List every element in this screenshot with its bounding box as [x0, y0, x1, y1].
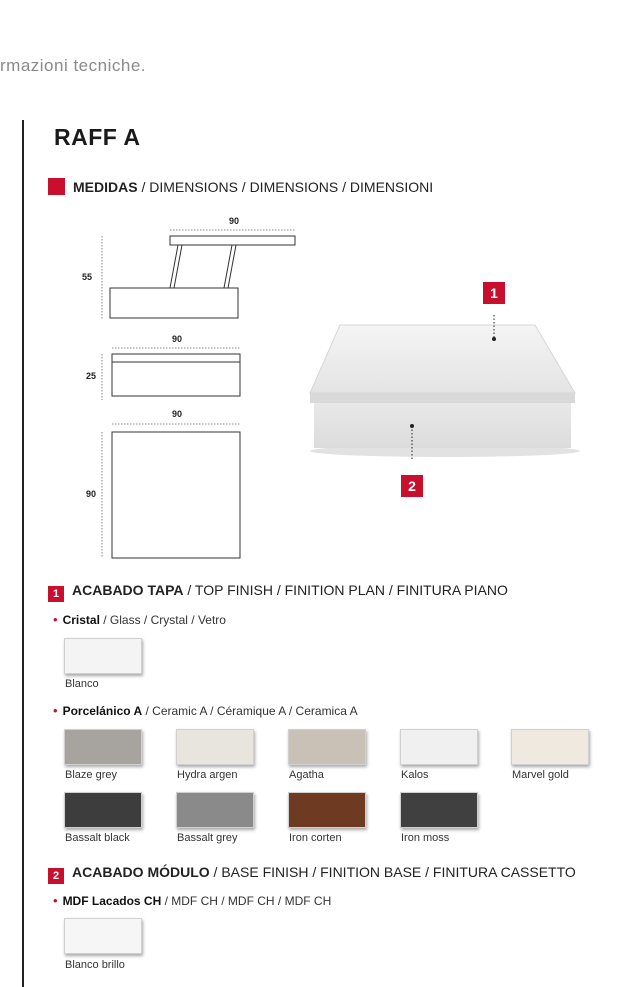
swatch-label: Bassalt grey: [177, 832, 238, 844]
top-finish-heading-bold: ACABADO TAPA: [72, 582, 184, 598]
swatch-label: Iron moss: [401, 832, 450, 844]
vertical-divider: [22, 120, 24, 987]
top-finish-number: 1: [48, 586, 64, 602]
dimensions-heading-rest: / DIMENSIONS / DIMENSIONS / DIMENSIONI: [137, 179, 434, 195]
glass-subheading-bold: Cristal: [62, 613, 100, 627]
top-finish-heading-rest: / TOP FINISH / FINITION PLAN / FINITURA PIANO: [183, 582, 508, 598]
dimensions-heading: [48, 178, 433, 195]
top-view-drawing: [102, 424, 240, 558]
top-finish-heading: [48, 582, 508, 602]
header-text: rmazioni tecniche.: [0, 56, 147, 75]
red-square-icon: [48, 178, 65, 195]
swatch-iron-moss[interactable]: [400, 792, 478, 828]
swatch-hydra-argen[interactable]: [176, 729, 254, 765]
swatch-label: Iron corten: [289, 832, 342, 844]
side-view-drawing: [102, 230, 295, 320]
swatch-label: Kalos: [401, 769, 429, 781]
base-finish-heading: [48, 864, 576, 884]
ceramic-subheading: [53, 703, 358, 718]
base-finish-number: 2: [48, 868, 64, 884]
badge-base: 2: [401, 475, 423, 497]
bullet-icon: •: [53, 893, 58, 908]
mdf-subheading-bold: MDF Lacados CH: [62, 894, 162, 908]
swatch-blanco-brillo[interactable]: [64, 918, 142, 954]
badge-top: 1: [483, 282, 505, 304]
closed-view-drawing: [102, 348, 240, 400]
swatch-label: Agatha: [289, 769, 324, 781]
base-finish-heading-bold: ACABADO MÓDULO: [72, 864, 210, 880]
glass-subheading-rest: / Glass / Crystal / Vetro: [99, 613, 226, 627]
dimensions-heading-bold: MEDIDAS: [73, 179, 138, 195]
bullet-icon: •: [53, 703, 58, 718]
base-finish-heading-rest: / BASE FINISH / FINITION BASE / FINITURA CASSETTO: [209, 864, 576, 880]
swatch-label: Blanco brillo: [65, 959, 125, 971]
bullet-icon: •: [53, 612, 58, 627]
swatch-label: Hydra argen: [177, 769, 238, 781]
swatch-bassalt-grey[interactable]: [176, 792, 254, 828]
dim-top-depth: 90: [86, 489, 97, 499]
swatch-blaze-grey[interactable]: [64, 729, 142, 765]
swatch-bassalt-black[interactable]: [64, 792, 142, 828]
dim-side-width: 90: [229, 216, 240, 226]
swatch-label: Blanco: [65, 678, 99, 690]
swatch-label: Bassalt black: [65, 832, 130, 844]
mdf-subheading-rest: / MDF CH / MDF CH / MDF CH: [161, 894, 332, 908]
swatch-kalos[interactable]: [400, 729, 478, 765]
swatch-iron-corten[interactable]: [288, 792, 366, 828]
product-title: RAFF A: [54, 124, 141, 150]
dim-top-width: 90: [172, 409, 183, 419]
dim-side-height: 55: [82, 272, 93, 282]
dim-closed-width: 90: [172, 334, 183, 344]
mdf-subheading: [53, 893, 331, 908]
product-render: [300, 315, 590, 460]
dim-closed-height: 25: [86, 371, 97, 381]
swatch-blanco-glass[interactable]: [64, 638, 142, 674]
swatch-agatha[interactable]: [288, 729, 366, 765]
glass-subheading: [53, 612, 226, 627]
ceramic-subheading-bold: Porcelánico A: [62, 704, 143, 718]
dimension-drawings: [70, 210, 310, 565]
swatch-marvel-gold[interactable]: [511, 729, 589, 765]
ceramic-subheading-rest: / Ceramic A / Céramique A / Ceramica A: [142, 704, 358, 718]
swatch-label: Marvel gold: [512, 769, 569, 781]
swatch-label: Blaze grey: [65, 769, 117, 781]
